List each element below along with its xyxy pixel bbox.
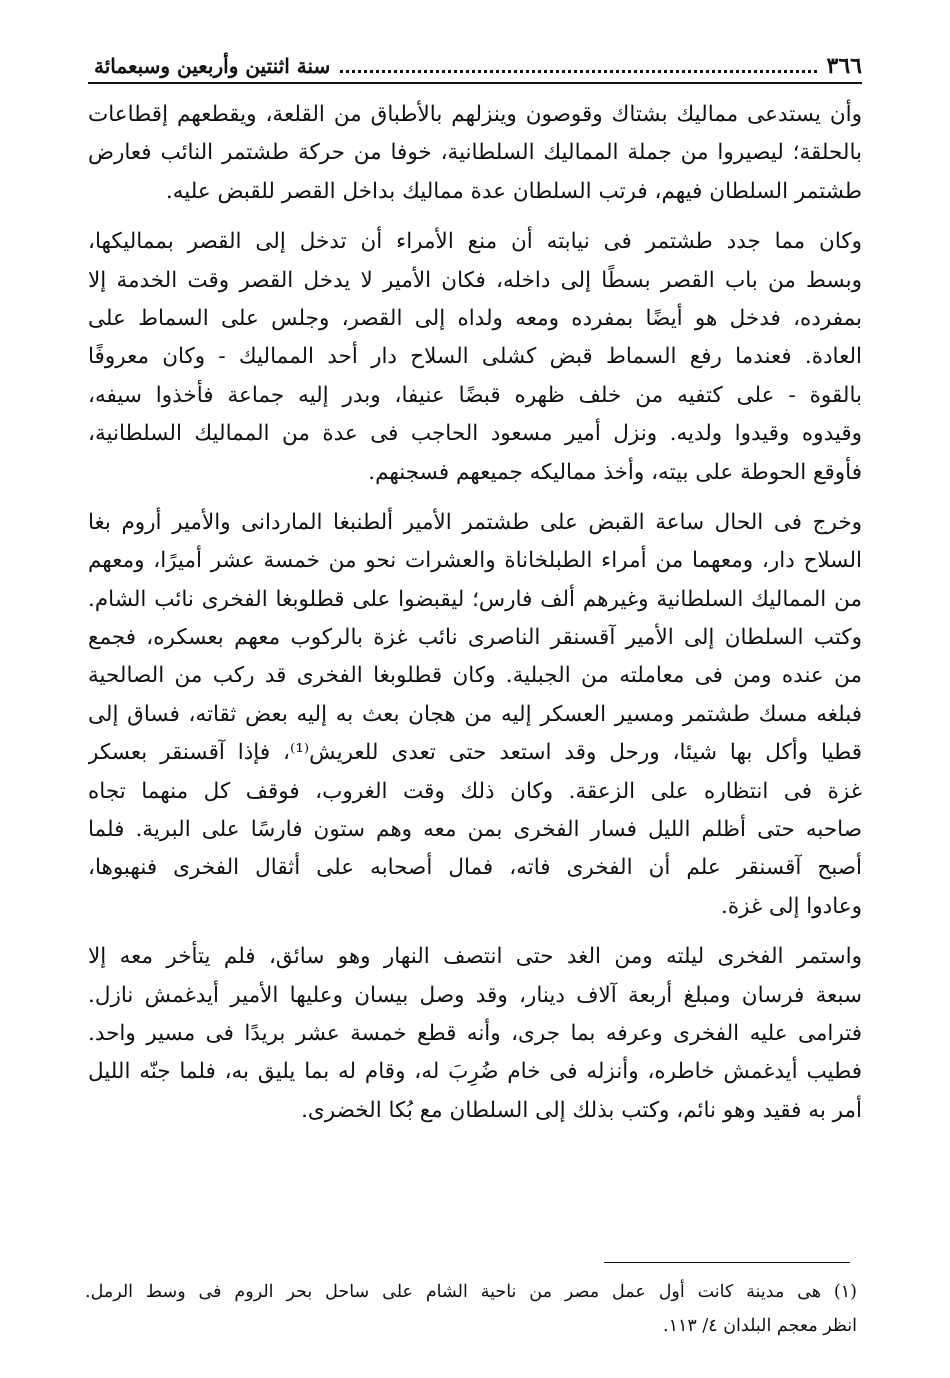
text-line: العادة. فعندما رفع السماط قبض كشلى السلاح دار أحد المماليك - وكان معروفًا	[88, 344, 862, 370]
text-line: وخرج فى الحال ساعة القبض على طشتمر الأمير ألطنبغا الماردانى والأمير أروم بغا	[88, 509, 862, 535]
text-line: واستمر الفخرى ليلته ومن الغد حتى انتصف النهار وهو سائق، فلم يتأخر معه إلا	[88, 944, 862, 970]
text-line: قطيا وأكل بها شيئا، ورحل وقد استعد حتى تعدى للعريش⁽¹⁾، فإذا آقسنقر بعسكر	[88, 740, 862, 766]
body-text	[88, 96, 862, 1130]
footnote-line: (١) هى مدينة كانت أول عمل مصر من ناحية الشام على ساحل بحر الروم فى وسط الرمل.	[85, 1282, 857, 1302]
footnotes	[85, 1275, 857, 1343]
dot-leader	[340, 60, 816, 73]
text-line: وأن يستدعى مماليك بشتاك وقوصون وينزلهم بالأطباق من القلعة، ويقطعهم إقطاعات	[88, 102, 862, 127]
running-header	[88, 50, 862, 84]
text-line: فترامى عليه الفخرى وعرفه بما جرى، وأنه قطع خمسة عشر بريدًا فى مسير واحد.	[88, 1020, 862, 1046]
text-line: سبعة فرسان ومبلغ أربعة آلاف دينار، وقد وصل بيسان وعليها الأمير أيدغمش نازل.	[88, 982, 862, 1008]
text-line: وكتب السلطان إلى الأمير آقسنقر الناصرى نائب غزة بالركوب معهم بعسكره، فجمع	[88, 625, 862, 651]
text-line: بالحلقة؛ ليصيروا من جملة المماليك السلطانية، خوفا من حركة طشتمر النائب فعارض	[88, 140, 862, 166]
text-line: وكان مما جدد طشتمر فى نيابته أن منع الأمراء أن تدخل إلى القصر بمماليكها،	[88, 229, 862, 255]
footnote-line: انظر معجم البلدان ٤/ ١١٣.	[662, 1316, 857, 1336]
text-line: فطيب أيدغمش خاطره، وأنزله فى خام ضُرِبَ له، وقام له بما يليق به، فلما جنّه الليل	[88, 1059, 862, 1085]
footnote-separator	[604, 1262, 850, 1263]
paragraph	[88, 504, 862, 926]
text-line: السلاح دار، ومعهما من أمراء الطبلخاناة والعشرات نحو من خمسة عشر أميرًا، ومعهم	[88, 548, 862, 574]
running-title: سنة اثنتين وأربعين وسبعمائة	[94, 54, 331, 78]
text-line: أمر به فقيد وهو نائم، وكتب بذلك إلى السلطان مع بُكا الخضرى.	[301, 1097, 862, 1123]
text-line: من المماليك السلطانية وغيرهم ألف فارس؛ ليقبضوا على قطلوبغا الفخرى نائب الشام.	[88, 586, 862, 612]
text-line: بالقوة - على كتفيه من خلف ظهره قبضًا عنيفا، وبدر إليه جماعة فأخذوا سيفه،	[88, 382, 862, 408]
page-number: ٣٦٦	[826, 53, 862, 79]
paragraph	[88, 96, 862, 211]
text-line: طشتمر السلطان فيهم، فرتب السلطان عدة مماليك بداخل القصر للقبض عليه.	[165, 178, 862, 204]
text-line: بمفرده، فدخل هو أيضًا بمفرده ومعه ولداه إلى القصر، وجلس على السماط على	[88, 305, 862, 331]
text-line: وقيدوه وقيدوا ولديه. ونزل أمير مسعود الحاجب فى عدة من المماليك السلطانية،	[88, 421, 862, 447]
text-line: غزة فى انتظاره على الزعقة. وكان ذلك وقت الغروب، فوقف كل منهما تجاه	[88, 778, 862, 804]
text-line: وعادوا إلى غزة.	[720, 893, 862, 919]
paragraph	[88, 938, 862, 1130]
text-line: وبسط من باب القصر بسطًا إلى داخله، فكان الأمير لا يدخل القصر وقت الخدمة إلا	[88, 267, 862, 293]
paragraph	[88, 223, 862, 492]
text-line: صاحبه حتى أظلم الليل فسار الفخرى بمن معه وهم ستون فارسًا على البرية. فلما	[88, 817, 862, 843]
text-line: من عنده ومن فى معاملته من الجبلية. وكان قطلوبغا الفخرى قد ركب من الصالحية	[88, 663, 862, 689]
text-line: فأوقع الحوطة على بيته، وأخذ مماليكه جميعهم فسجنهم.	[368, 459, 862, 485]
text-line: فبلغه مسك طشتمر ومسير العسكر إليه من هجان بعث به إليه بعض ثقاته، فساق إلى	[88, 701, 862, 727]
text-line: أصبح آقسنقر علم أن الفخرى فاته، فمال أصحابه على أثقال الفخرى فنهبوها،	[88, 855, 862, 881]
